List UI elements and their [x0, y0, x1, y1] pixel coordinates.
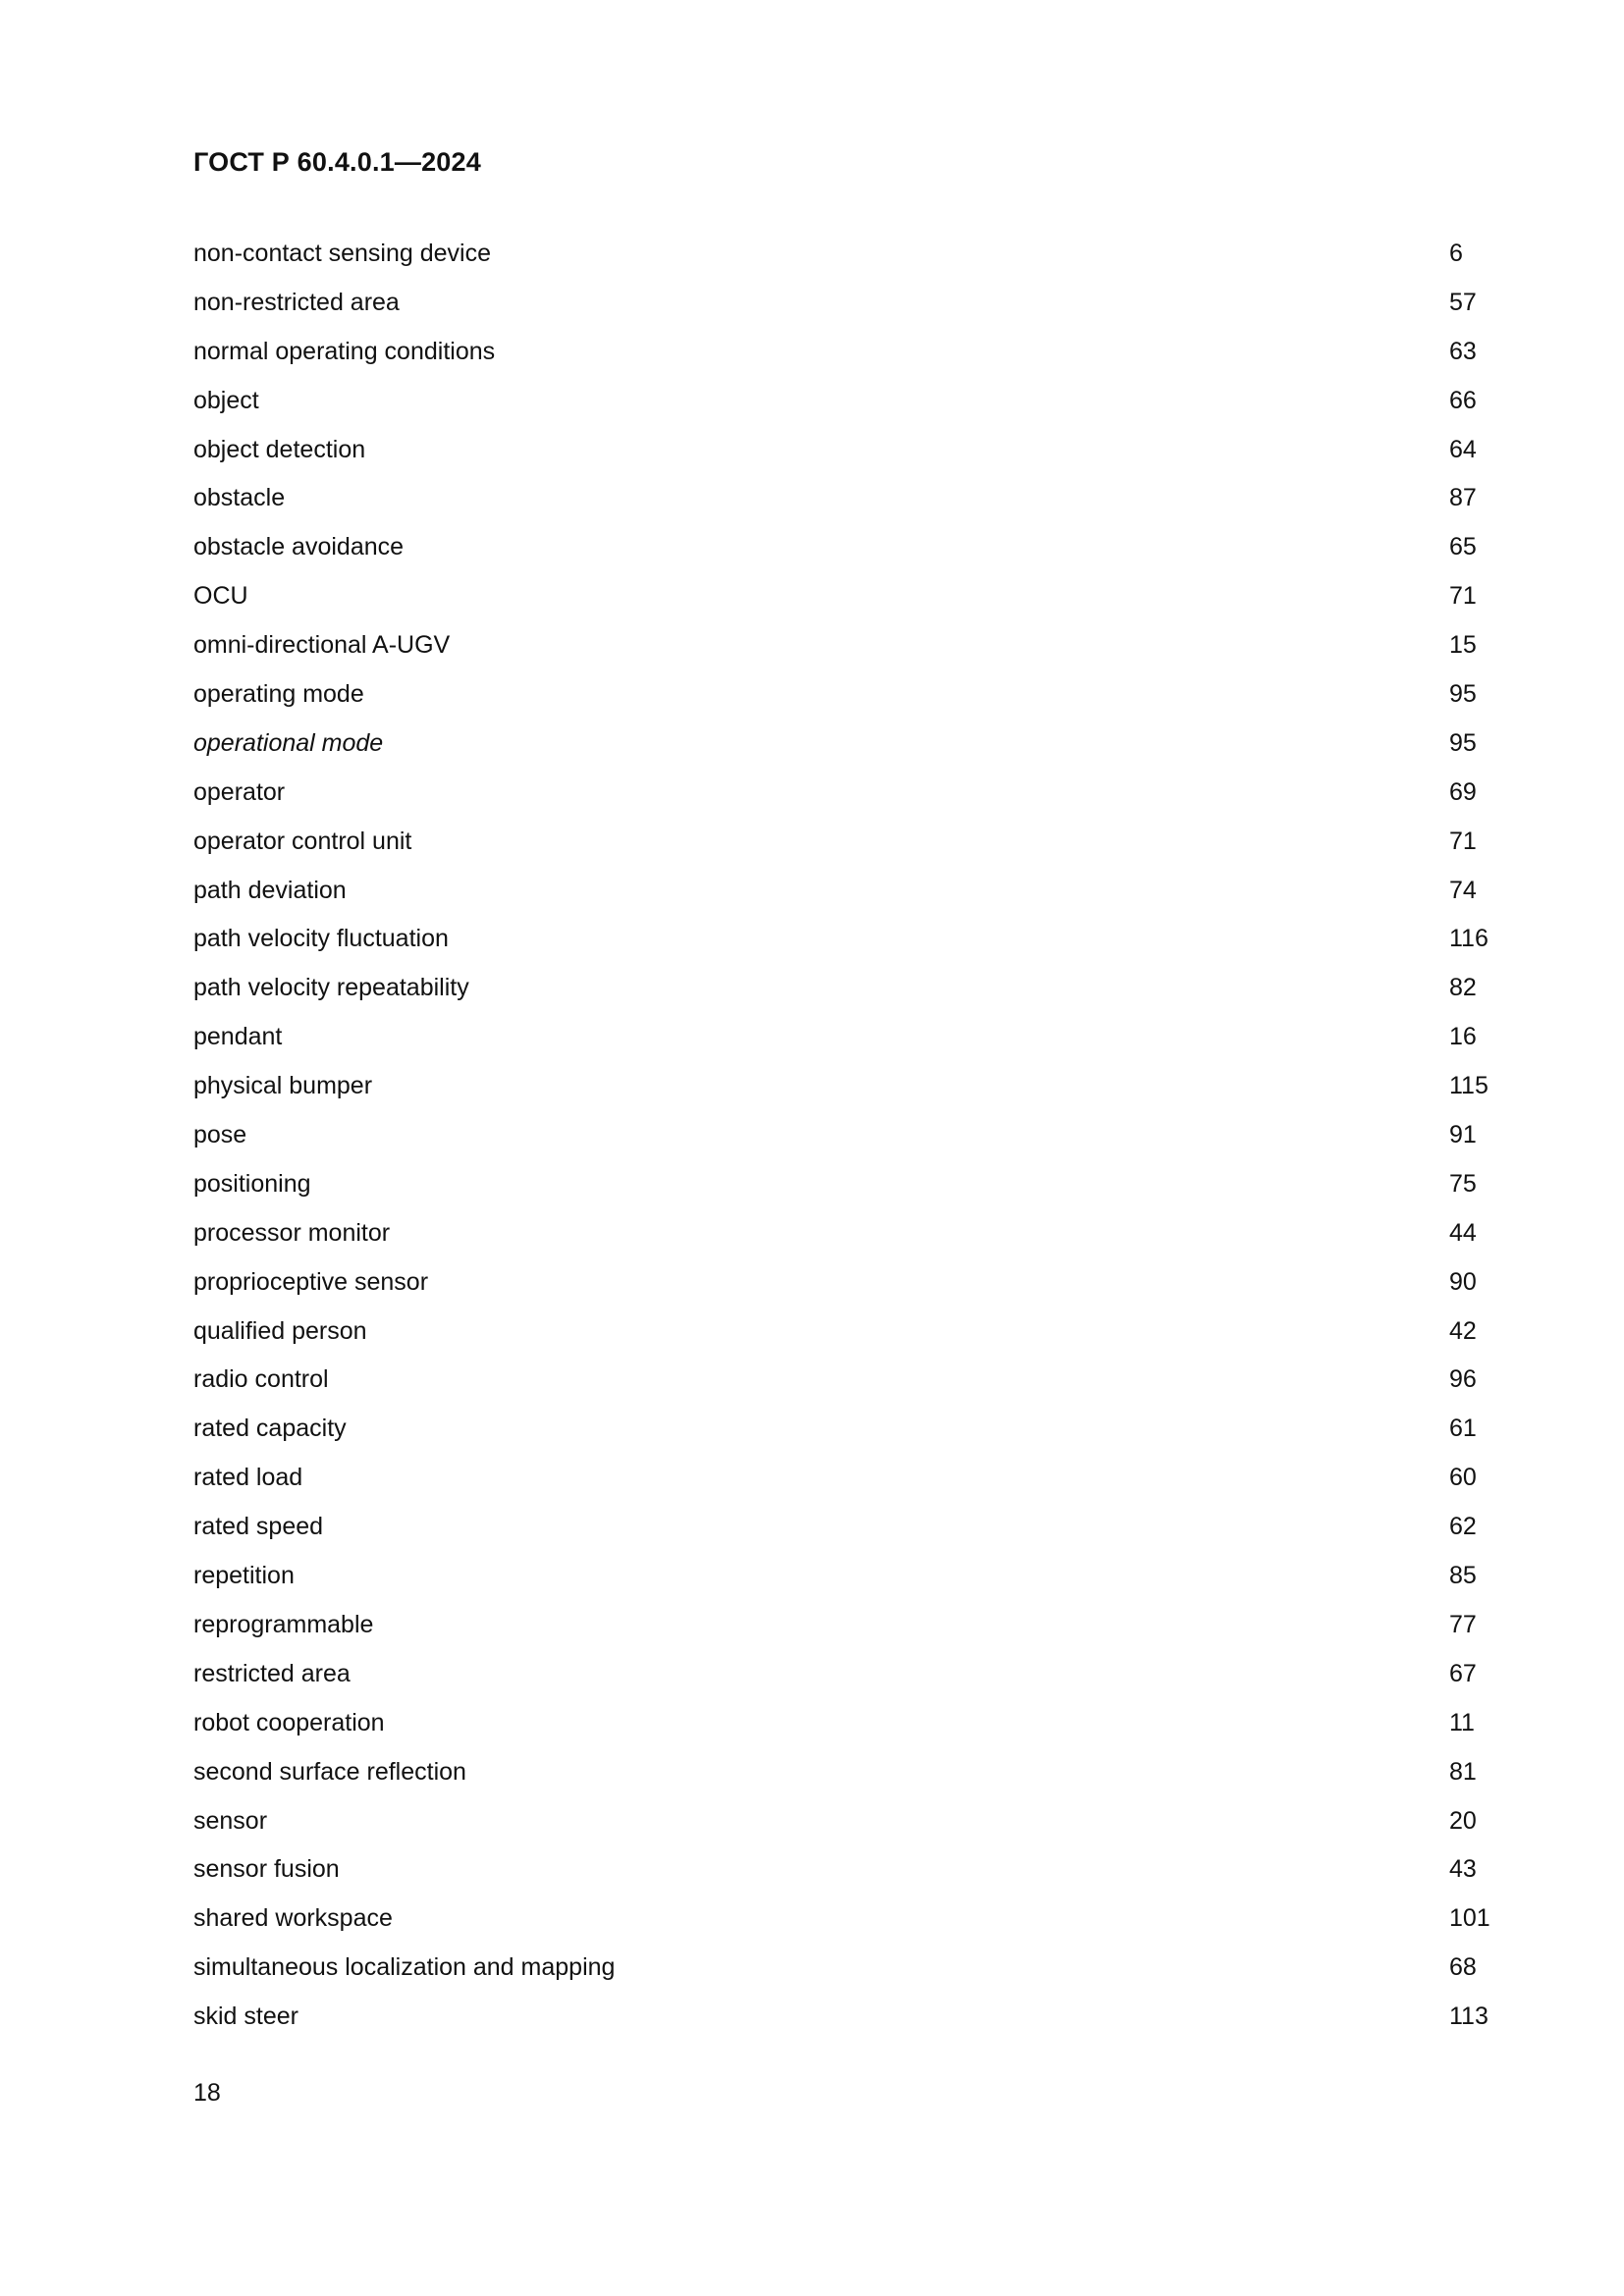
index-term: omni-directional A-UGV — [193, 631, 451, 660]
index-reference-number: 44 — [1449, 1218, 1477, 1247]
index-term: operator control unit — [193, 827, 412, 855]
index-reference-number: 69 — [1449, 777, 1477, 806]
index-row — [193, 2002, 1509, 2051]
index-term: rated capacity — [193, 1415, 347, 1443]
index-reference-number: 116 — [1449, 925, 1489, 953]
index-row — [193, 1364, 1509, 1414]
index-reference-number: 64 — [1449, 435, 1477, 463]
index-reference-number: 66 — [1449, 386, 1477, 414]
index-row — [193, 630, 1509, 679]
index-term: robot cooperation — [193, 1708, 385, 1736]
index-reference-number: 16 — [1449, 1023, 1477, 1051]
index-term: non-restricted area — [193, 288, 400, 316]
index-term: normal operating conditions — [193, 337, 496, 365]
index-row — [193, 1414, 1509, 1463]
index-term: physical bumper — [193, 1072, 373, 1100]
index-term: non-contact sensing device — [193, 240, 491, 267]
index-term: rated load — [193, 1464, 303, 1492]
index-reference-number: 85 — [1449, 1562, 1477, 1590]
index-reference-number: 115 — [1449, 1072, 1489, 1100]
index-term: pendant — [193, 1023, 283, 1051]
index-term: obstacle avoidance — [193, 533, 405, 561]
index-row — [193, 1854, 1509, 1903]
index-term: path velocity repeatability — [193, 974, 469, 1002]
index-reference-number: 20 — [1449, 1806, 1477, 1835]
index-row — [193, 1071, 1509, 1120]
index-row — [193, 1267, 1509, 1316]
index-row — [193, 581, 1509, 630]
index-term: proprioceptive sensor — [193, 1267, 429, 1296]
standard-code-header: ГОСТ Р 60.4.0.1—2024 — [193, 147, 481, 177]
index-row — [193, 1806, 1509, 1855]
index-reference-number: 81 — [1449, 1757, 1477, 1786]
index-reference-number: 62 — [1449, 1513, 1477, 1541]
index-row — [193, 924, 1509, 973]
index-reference-number: 6 — [1449, 240, 1463, 267]
index-row — [193, 435, 1509, 484]
index-term: radio control — [193, 1365, 329, 1394]
index-term: repetition — [193, 1562, 295, 1590]
index-reference-number: 57 — [1449, 288, 1477, 316]
index-term: processor monitor — [193, 1218, 391, 1247]
index-row — [193, 1610, 1509, 1659]
index-term: OCU — [193, 582, 248, 611]
index-reference-number: 71 — [1449, 827, 1477, 855]
index-term: restricted area — [193, 1659, 351, 1687]
index-row — [193, 1316, 1509, 1365]
index-term: reprogrammable — [193, 1610, 374, 1638]
index-row — [193, 728, 1509, 777]
index-row — [193, 483, 1509, 532]
index-term: qualified person — [193, 1316, 367, 1345]
index-row — [193, 1952, 1509, 2002]
index-term: skid steer — [193, 2002, 298, 2031]
index-row — [193, 876, 1509, 925]
index-row — [193, 1561, 1509, 1610]
index-term: shared workspace — [193, 1904, 393, 1933]
index-term: pose — [193, 1121, 247, 1149]
index-reference-number: 65 — [1449, 533, 1477, 561]
index-term: operational mode — [193, 728, 384, 757]
index-reference-number: 67 — [1449, 1659, 1477, 1687]
index-reference-number: 82 — [1449, 974, 1477, 1002]
index-term: sensor — [193, 1806, 268, 1835]
index-row — [193, 827, 1509, 876]
index-row — [193, 1903, 1509, 1952]
index-reference-number: 42 — [1449, 1316, 1477, 1345]
index-reference-number: 74 — [1449, 876, 1477, 904]
index-term: simultaneous localization and mapping — [193, 1953, 616, 1982]
index-row — [193, 337, 1509, 386]
index-term: object detection — [193, 435, 366, 463]
index-reference-number: 95 — [1449, 728, 1477, 757]
index-reference-number: 95 — [1449, 680, 1477, 709]
index-row — [193, 1708, 1509, 1757]
index-reference-number: 43 — [1449, 1855, 1477, 1884]
index-term: object — [193, 386, 259, 414]
index-reference-number: 101 — [1449, 1904, 1490, 1933]
index-row — [193, 1120, 1509, 1169]
index-row — [193, 1512, 1509, 1561]
index-reference-number: 91 — [1449, 1121, 1477, 1149]
index-reference-number: 11 — [1449, 1708, 1475, 1736]
index-row — [193, 1169, 1509, 1218]
index-reference-number: 90 — [1449, 1267, 1477, 1296]
index-reference-number: 15 — [1449, 631, 1477, 660]
index-term: operating mode — [193, 680, 364, 709]
index-row — [193, 239, 1509, 288]
index-term: operator — [193, 777, 286, 806]
page-number: 18 — [193, 2079, 221, 2107]
index-reference-number: 71 — [1449, 582, 1477, 611]
index-term: second surface reflection — [193, 1757, 466, 1786]
index-reference-number: 77 — [1449, 1610, 1477, 1638]
index-term: obstacle — [193, 484, 286, 512]
index-row — [193, 386, 1509, 435]
index-row — [193, 1659, 1509, 1708]
index-reference-number: 61 — [1449, 1415, 1477, 1443]
index-reference-number: 87 — [1449, 484, 1477, 512]
index-reference-number: 96 — [1449, 1365, 1477, 1394]
index-row — [193, 1218, 1509, 1267]
index-term: positioning — [193, 1169, 311, 1198]
index-row — [193, 679, 1509, 728]
index-reference-number: 68 — [1449, 1953, 1477, 1982]
index-row — [193, 973, 1509, 1022]
index-reference-number: 113 — [1449, 2002, 1489, 2031]
index-reference-number: 60 — [1449, 1464, 1477, 1492]
index-reference-number: 75 — [1449, 1169, 1477, 1198]
index-row — [193, 532, 1509, 581]
term-index-list — [193, 239, 1509, 2051]
index-row — [193, 1757, 1509, 1806]
index-row — [193, 288, 1509, 337]
index-reference-number: 63 — [1449, 337, 1477, 365]
index-row — [193, 1022, 1509, 1071]
index-term: path deviation — [193, 876, 347, 904]
index-term: sensor fusion — [193, 1855, 340, 1884]
index-row — [193, 1463, 1509, 1512]
index-term: rated speed — [193, 1513, 324, 1541]
index-row — [193, 777, 1509, 827]
index-term: path velocity fluctuation — [193, 925, 449, 953]
